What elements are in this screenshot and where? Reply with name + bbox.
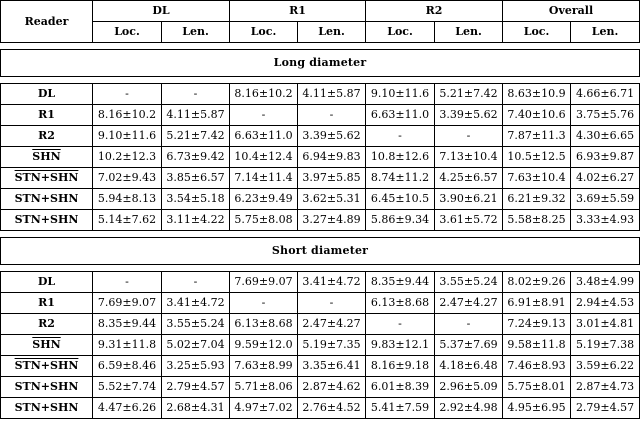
table-row [1, 314, 640, 335]
reader-label: STN+SHN [14, 171, 79, 184]
group-header-r2: R2 [366, 1, 503, 22]
value-cell: - [162, 272, 230, 293]
table-row [1, 272, 640, 293]
value-cell: 4.30±6.65 [571, 126, 640, 147]
value-cell: 3.75±5.76 [571, 105, 640, 126]
value-cell: 7.24±9.13 [503, 314, 571, 335]
value-cell: 8.35±9.44 [93, 314, 162, 335]
value-cell: 8.16±10.2 [230, 84, 298, 105]
value-cell: 8.02±9.26 [503, 272, 571, 293]
value-cell: 7.69±9.07 [93, 293, 162, 314]
reader-label: R2 [38, 129, 55, 142]
reader-cell [1, 126, 93, 147]
sub-header-len: Len. [571, 22, 640, 43]
sub-header-loc: Loc. [503, 22, 571, 43]
value-cell: - [298, 105, 366, 126]
value-cell: 7.46±8.93 [503, 356, 571, 377]
reader-label: R1 [38, 108, 55, 121]
value-cell: 7.40±10.6 [503, 105, 571, 126]
value-cell: 4.11±5.87 [298, 84, 366, 105]
reader-cell [1, 356, 93, 377]
reader-label: DL [37, 87, 56, 100]
value-cell: 10.8±12.6 [366, 147, 435, 168]
reader-cell [1, 272, 93, 293]
reader-cell [1, 335, 93, 356]
value-cell: 3.59±6.22 [571, 356, 640, 377]
value-cell: 6.45±10.5 [366, 189, 435, 210]
value-cell: 2.92±4.98 [435, 398, 503, 419]
value-cell: 7.13±10.4 [435, 147, 503, 168]
value-cell: 3.27±4.89 [298, 210, 366, 231]
value-cell: 9.58±11.8 [503, 335, 571, 356]
value-cell: 5.52±7.74 [93, 377, 162, 398]
section-title: Long diameter [1, 50, 640, 77]
value-cell: 10.2±12.3 [93, 147, 162, 168]
reader-cell [1, 189, 93, 210]
value-cell: 4.18±6.48 [435, 356, 503, 377]
sub-header-len: Len. [435, 22, 503, 43]
group-header-dl: DL [93, 1, 230, 22]
value-cell: 6.13±8.68 [230, 314, 298, 335]
reader-column-header: Reader [1, 1, 93, 43]
value-cell: 3.97±5.85 [298, 168, 366, 189]
value-cell: 8.16±9.18 [366, 356, 435, 377]
value-cell: 5.71±8.06 [230, 377, 298, 398]
value-cell: 6.59±8.46 [93, 356, 162, 377]
value-cell: 9.10±11.6 [366, 84, 435, 105]
value-cell: 3.54±5.18 [162, 189, 230, 210]
reader-cell [1, 84, 93, 105]
value-cell: - [93, 272, 162, 293]
value-cell: 7.63±8.99 [230, 356, 298, 377]
reader-label: $\overline{SHN}$ [32, 338, 61, 351]
value-cell: - [366, 314, 435, 335]
spacer-cell [1, 43, 640, 50]
reader-cell [1, 105, 93, 126]
reader-label: STN+SHN [14, 380, 79, 393]
value-cell: 7.63±10.4 [503, 168, 571, 189]
value-cell: 5.58±8.25 [503, 210, 571, 231]
value-cell: 6.21±9.32 [503, 189, 571, 210]
value-cell: 6.23±9.49 [230, 189, 298, 210]
value-cell: 3.48±4.99 [571, 272, 640, 293]
value-cell: 4.02±6.27 [571, 168, 640, 189]
section-spacer [1, 77, 640, 84]
value-cell: 4.95±6.95 [503, 398, 571, 419]
value-cell: 2.47±4.27 [435, 293, 503, 314]
value-cell: 5.86±9.34 [366, 210, 435, 231]
value-cell: 9.10±11.6 [93, 126, 162, 147]
value-cell: 6.01±8.39 [366, 377, 435, 398]
reader-cell [1, 147, 93, 168]
table-row [1, 147, 640, 168]
value-cell: 3.69±5.59 [571, 189, 640, 210]
table-row [1, 126, 640, 147]
value-cell: 9.59±12.0 [230, 335, 298, 356]
table-row [1, 84, 640, 105]
value-cell: 2.79±4.57 [162, 377, 230, 398]
value-cell: - [93, 84, 162, 105]
value-cell: 8.63±10.9 [503, 84, 571, 105]
reader-label: $\overline{SHN}$ [32, 150, 61, 163]
table-row [1, 189, 640, 210]
value-cell: 2.76±4.52 [298, 398, 366, 419]
spacer-cell [1, 265, 640, 272]
table-row [1, 377, 640, 398]
results-table-body [1, 43, 640, 419]
value-cell: 7.02±9.43 [93, 168, 162, 189]
value-cell: 5.75±8.01 [503, 377, 571, 398]
reader-cell [1, 210, 93, 231]
reader-label: STN+SHN [14, 401, 79, 414]
value-cell: 3.39±5.62 [435, 105, 503, 126]
value-cell: 3.62±5.31 [298, 189, 366, 210]
reader-cell [1, 293, 93, 314]
table-row [1, 293, 640, 314]
value-cell: 7.87±11.3 [503, 126, 571, 147]
section-title: Short diameter [1, 238, 640, 265]
value-cell: 3.25±5.93 [162, 356, 230, 377]
value-cell: 2.96±5.09 [435, 377, 503, 398]
spacer-cell [1, 77, 640, 84]
value-cell: 3.35±6.41 [298, 356, 366, 377]
reader-label: R1 [38, 296, 55, 309]
value-cell: 10.4±12.4 [230, 147, 298, 168]
value-cell: 3.41±4.72 [162, 293, 230, 314]
value-cell: 4.25±6.57 [435, 168, 503, 189]
value-cell: 4.11±5.87 [162, 105, 230, 126]
value-cell: - [435, 126, 503, 147]
header-row-sub [1, 22, 640, 43]
value-cell: 6.91±8.91 [503, 293, 571, 314]
value-cell: 8.35±9.44 [366, 272, 435, 293]
sub-header-loc: Loc. [366, 22, 435, 43]
reader-cell [1, 377, 93, 398]
value-cell: 3.39±5.62 [298, 126, 366, 147]
value-cell: 6.93±9.87 [571, 147, 640, 168]
reader-label: R2 [38, 317, 55, 330]
value-cell: 5.02±7.04 [162, 335, 230, 356]
reader-cell [1, 314, 93, 335]
value-cell: 8.16±10.2 [93, 105, 162, 126]
value-cell: 7.14±11.4 [230, 168, 298, 189]
reader-label: STN+SHN [14, 213, 79, 226]
header-row-groups [1, 1, 640, 22]
reader-label: STN+SHN [14, 359, 79, 372]
value-cell: 3.90±6.21 [435, 189, 503, 210]
value-cell: - [298, 293, 366, 314]
value-cell: 5.75±8.08 [230, 210, 298, 231]
value-cell: 2.94±4.53 [571, 293, 640, 314]
group-header-overall: Overall [503, 1, 640, 22]
sub-header-loc: Loc. [93, 22, 162, 43]
value-cell: 5.94±8.13 [93, 189, 162, 210]
value-cell: 9.83±12.1 [366, 335, 435, 356]
value-cell: 6.63±11.0 [230, 126, 298, 147]
sub-header-len: Len. [162, 22, 230, 43]
value-cell: 6.94±9.83 [298, 147, 366, 168]
value-cell: - [435, 314, 503, 335]
reader-label: DL [37, 275, 56, 288]
table-row [1, 398, 640, 419]
value-cell: 3.85±6.57 [162, 168, 230, 189]
value-cell: 2.87±4.62 [298, 377, 366, 398]
table-row [1, 356, 640, 377]
value-cell: 4.47±6.26 [93, 398, 162, 419]
table-row [1, 168, 640, 189]
value-cell: 8.74±11.2 [366, 168, 435, 189]
table-row [1, 105, 640, 126]
spacer-cell [1, 231, 640, 238]
section-spacer [1, 43, 640, 50]
value-cell: - [162, 84, 230, 105]
value-cell: 6.63±11.0 [366, 105, 435, 126]
reader-label: STN+SHN [14, 192, 79, 205]
value-cell: 3.41±4.72 [298, 272, 366, 293]
value-cell: 6.13±8.68 [366, 293, 435, 314]
section-title-row [1, 238, 640, 265]
value-cell: 3.01±4.81 [571, 314, 640, 335]
sub-header-loc: Loc. [230, 22, 298, 43]
value-cell: 3.33±4.93 [571, 210, 640, 231]
value-cell: 4.66±6.71 [571, 84, 640, 105]
value-cell: 2.79±4.57 [571, 398, 640, 419]
value-cell: 2.87±4.73 [571, 377, 640, 398]
group-header-r1: R1 [230, 1, 366, 22]
section-spacer [1, 265, 640, 272]
value-cell: 3.11±4.22 [162, 210, 230, 231]
value-cell: 5.41±7.59 [366, 398, 435, 419]
value-cell: 7.69±9.07 [230, 272, 298, 293]
value-cell: 10.5±12.5 [503, 147, 571, 168]
section-spacer [1, 231, 640, 238]
value-cell: - [230, 105, 298, 126]
value-cell: 5.21±7.42 [162, 126, 230, 147]
value-cell: 9.31±11.8 [93, 335, 162, 356]
value-cell: 5.19±7.38 [571, 335, 640, 356]
reader-cell [1, 168, 93, 189]
value-cell: 5.21±7.42 [435, 84, 503, 105]
value-cell: 2.68±4.31 [162, 398, 230, 419]
value-cell: 3.55±5.24 [162, 314, 230, 335]
value-cell: 3.55±5.24 [435, 272, 503, 293]
value-cell: 5.14±7.62 [93, 210, 162, 231]
value-cell: - [230, 293, 298, 314]
value-cell: 5.37±7.69 [435, 335, 503, 356]
value-cell: 6.73±9.42 [162, 147, 230, 168]
value-cell: 3.61±5.72 [435, 210, 503, 231]
table-row [1, 335, 640, 356]
value-cell: 4.97±7.02 [230, 398, 298, 419]
value-cell: - [366, 126, 435, 147]
sub-header-len: Len. [298, 22, 366, 43]
value-cell: 2.47±4.27 [298, 314, 366, 335]
section-title-row [1, 50, 640, 77]
value-cell: 5.19±7.35 [298, 335, 366, 356]
reader-cell [1, 398, 93, 419]
table-row [1, 210, 640, 231]
